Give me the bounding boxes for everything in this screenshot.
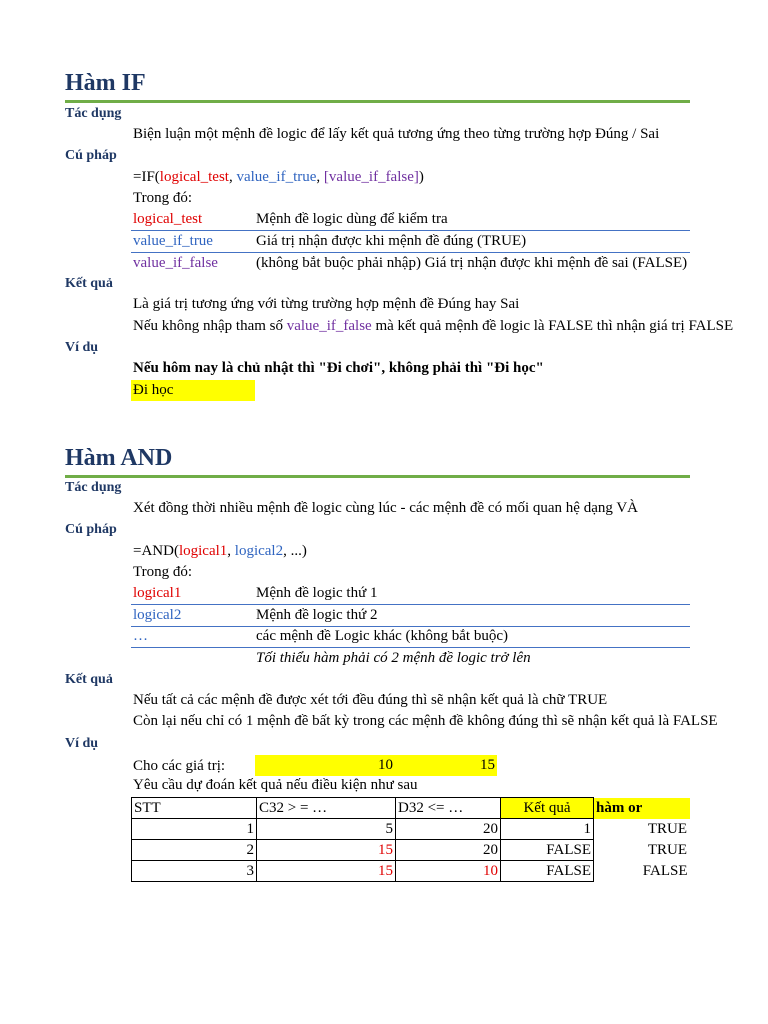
table-cell: 1 [132,819,257,840]
if-effect-label: Tác dụng [65,106,122,121]
if-title: Hàm IF [65,70,146,96]
if-param-desc: (không bắt buộc phải nhập) Giá trị nhận được khi mệnh đề sai (FALSE) [256,255,688,271]
and-note: Tối thiểu hàm phải có 2 mệnh đề logic trở lên [256,650,531,666]
table-cell: 15 [257,861,396,882]
and-given-v1: 10 [378,757,393,773]
if-param-divider [131,230,690,231]
and-title: Hàm AND [65,445,173,471]
if-example-label: Ví dụ [65,340,99,355]
if-title-rule [65,100,690,103]
table-cell: TRUE [647,820,687,837]
if-param-name: value_if_false [133,255,218,271]
if-syntax [133,169,424,186]
and-result-line2: Còn lại nếu chỉ có 1 mệnh đề bất kỳ trong các mệnh đề không đúng thì sẽ nhận kết quả là FALSE [133,713,718,729]
table-cell: 10 [396,861,501,882]
table-row [132,819,690,840]
table-cell: 20 [396,840,501,861]
if-param-desc: Mệnh đề logic dùng để kiểm tra [256,211,448,227]
and-result-line1: Nếu tất cả các mệnh đề được xét tới đều đúng thì sẽ nhận kết quả là chữ TRUE [133,692,608,708]
if-example-result-cell: Đi học [131,380,255,401]
if-syntax-arg3: [value_if_false] [323,169,419,185]
and-syntax-sep1: , [227,543,235,559]
table-cell: TRUE [647,841,687,858]
if-result-line1: Là giá trị tương ứng với từng trường hợp mệnh đề Đúng hay Sai [133,296,520,312]
if-syntax-arg2: value_if_true [236,169,317,185]
if-param-desc: Giá trị nhận được khi mệnh đề đúng (TRUE) [256,233,527,249]
and-where: Trong đó: [133,564,193,580]
table-cell: FALSE [501,861,594,882]
if-param-name: value_if_true [133,233,213,249]
if-syntax-suffix: ) [418,169,424,185]
if-syntax-prefix: =IF( [133,169,160,185]
table-cell: 3 [132,861,257,882]
table-header-row [132,798,690,819]
table-header-cell: hàm or [594,798,690,819]
if-where: Trong đó: [133,190,193,206]
table-cell: FALSE [642,862,688,879]
if-syntax-sep2: , [316,169,324,185]
and-example-table [131,797,690,882]
if-syntax-arg1: logical_test [159,169,229,185]
and-syntax-arg1: logical1 [178,543,228,559]
if-example-text: Nếu hôm nay là chủ nhật thì "Đi chơi", không phải thì "Đi học" [133,360,544,376]
and-param-divider [131,647,690,648]
table-cell: 1 [501,819,594,840]
and-param-desc: các mệnh đề Logic khác (không bắt buộc) [256,628,508,644]
and-param-name: … [133,628,148,644]
if-syntax-sep1: , [228,169,237,185]
if-result-label: Kết quả [65,276,113,291]
and-request: Yêu cầu dự đoán kết quả nếu điều kiện như sau [133,777,418,793]
table-cell: 2 [132,840,257,861]
if-result-line2-post: mà kết quả mệnh đề logic là FALSE thì nhận giá trị FALSE [371,318,734,334]
and-title-rule [65,475,690,478]
if-result-line2-pre: Nếu không nhập tham số [133,318,287,334]
table-cell: 20 [396,819,501,840]
and-example-label: Ví dụ [65,736,99,751]
and-result-label: Kết quả [65,672,113,687]
and-syntax-arg2: logical2 [234,543,284,559]
if-param-divider [131,252,690,253]
and-syntax-label: Cú pháp [65,522,117,537]
table-cell: FALSE [501,840,594,861]
table-cell: 5 [257,819,396,840]
and-effect-label: Tác dụng [65,480,122,495]
and-param-divider [131,604,690,605]
table-row [132,861,690,882]
table-header-cell: D32 <= … [396,798,501,819]
if-param-name: logical_test [133,211,203,227]
and-syntax [133,543,307,560]
if-result-line2 [133,318,734,335]
and-given-label: Cho các giá trị: [133,758,226,774]
and-param-divider [131,626,690,627]
if-effect-text: Biện luận một mệnh đề logic để lấy kết quả tương ứng theo từng trường hợp Đúng / Sai [133,126,660,142]
and-syntax-prefix: =AND( [133,543,179,559]
and-param-desc: Mệnh đề logic thứ 1 [256,585,378,601]
and-param-desc: Mệnh đề logic thứ 2 [256,607,378,623]
table-header-cell: STT [132,798,257,819]
table-row [132,840,690,861]
table-header-cell: Kết quả [501,798,594,819]
table-header-cell: C32 > = … [257,798,396,819]
and-given-values-cell [255,755,497,776]
if-syntax-label: Cú pháp [65,148,117,163]
and-param-name: logical2 [133,607,182,623]
and-syntax-suffix: , ...) [283,543,307,559]
and-given-v2: 15 [480,757,495,773]
and-param-name: logical1 [133,585,182,601]
and-effect-text: Xét đồng thời nhiều mệnh đề logic cùng lúc - các mệnh đề có mối quan hệ dạng VÀ [133,500,639,516]
table-cell: 15 [257,840,396,861]
if-result-line2-param: value_if_false [286,318,372,334]
